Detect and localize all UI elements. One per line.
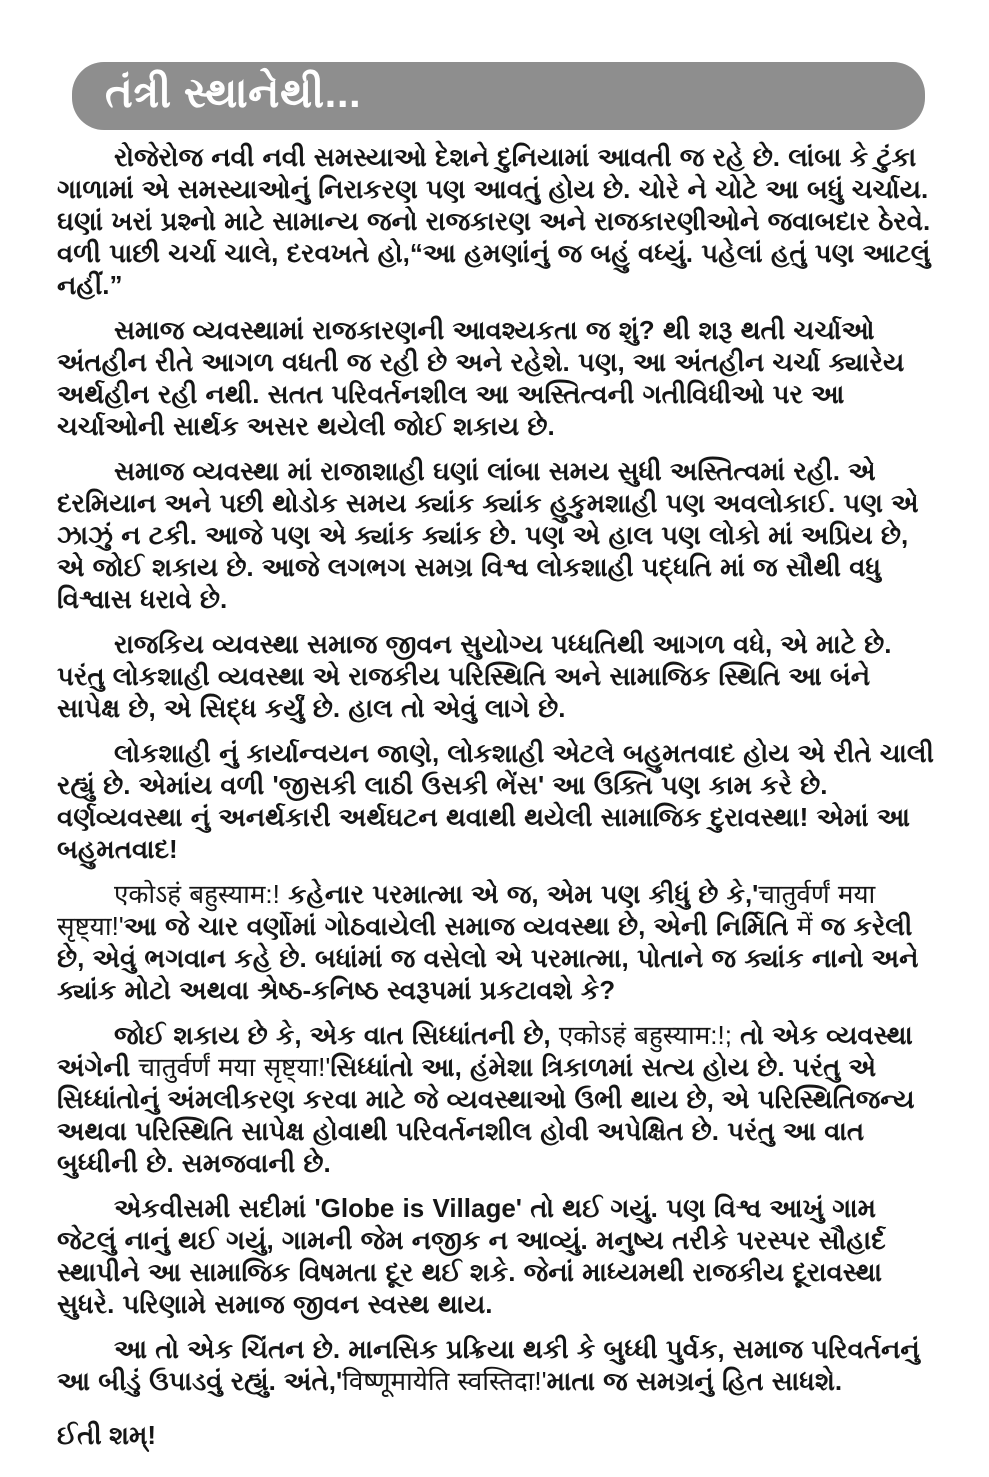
closing-line: ઈતી શમ્! bbox=[57, 1420, 157, 1450]
paragraph-3-text: સમાજ વ્યવસ્થા માં રાજાશાહી ઘણાં લાંબા સમય સુધી અસ્તિત્વમાં રહી. એ દરમિયાન અને પછી થોડોક સમય ક્યાંક ક્યાંક હુકુમશાહી પણ અવલોકાઈ. પણ એ ઝાઝું ન ટકી. આજે પણ એ ક્યાંક ક્યાંક છે. પણ એ હાલ પણ લોકો માં અપ્રિય છે, એ જોઈ શકાય છે. આજે લગભગ સમગ્ર વિશ્વ લોકશાહી પદ્ધતિ માં જ સૌથી વધુ વિશ્વાસ ધરાવે છે. bbox=[57, 456, 919, 614]
paragraph-8-text: એકવીસમી સદીમાં 'Globe is Village' તો થઈ ગયું. પણ વિશ્વ આખું ગામ જેટલું નાનું થઈ ગયું, ગામની જેમ નજીક ન આવ્યું. મનુષ્ય તરીકે પરસ્પર સૌહાર્દ સ્થાપીને આ સામાજિક વિષમતા દૂર થઈ શકે. જેનાં માધ્યમથી રાજકીય દૂરાવસ્થા સુધરે. પરિણામે સમાજ જીવન સ્વસ્થ થાય. bbox=[57, 1193, 886, 1319]
paragraph-2 bbox=[57, 314, 935, 442]
sanskrit-quote: विष्णूमायेति स्वस्तिदा!' bbox=[342, 1366, 547, 1396]
paragraph-4-text: રાજકિય વ્યવસ્થા સમાજ જીવન સુયોગ્ય પધ્ધતિથી આગળ વધે, એ માટે છે. પરંતુ લોકશાહી વ્યવસ્થા એ રાજકીય પરિસ્થિતિ અને સામાજિક સ્થિતિ આ બંને સાપેક્ષ છે, એ સિદ્ધ કર્યું છે. હાલ તો એવું લાગે છે. bbox=[57, 629, 892, 723]
sanskrit-quote: चातुर्वर्णं मया सृष्ट्या!' bbox=[57, 879, 876, 941]
paragraph-9-text: માતા જ સમગ્રનું હિત સાધશે. bbox=[546, 1366, 843, 1396]
sanskrit-quote: एकोऽहं बहुस्याम:!; bbox=[558, 1020, 741, 1050]
sanskrit-word: में bbox=[796, 911, 813, 941]
paragraph-1-text: રોજેરોજ નવી નવી સમસ્યાઓ દેશને દુનિયામાં આવતી જ રહે છે. લાંબા કે ટુંકા ગાળામાં એ સમસ્યાઓનું નિરાકરણ પણ આવતું હોય છે. ચોરે ને ચોટે આ બધું ચર્ચાય. ઘણાં ખરાં પ્રશ્નો માટે સામાન્ય જનો રાજકારણ અને રાજકારણીઓને જવાબદાર ઠેરવે. વળી પાછી ચર્ચા ચાલે, દરવખતે હો,“આ હમણાંનું જ બહું વધ્યું. પહેલાં હતું પણ આટલું નહીં.” bbox=[57, 142, 931, 300]
paragraph-9 bbox=[57, 1333, 935, 1397]
paragraph-4 bbox=[57, 628, 935, 724]
paragraph-5 bbox=[57, 737, 935, 865]
paragraph-1 bbox=[57, 141, 935, 301]
page-title: તંત્રી સ્થાનેથી... bbox=[105, 69, 362, 116]
paragraph-2-text: સમાજ વ્યવસ્થામાં રાજકારણની આવશ્યકતા જ શું? થી શરૂ થતી ચર્ચાઓ અંતહીન રીતે આગળ વધતી જ રહી છે અને રહેશે. પણ, આ અંતહીન ચર્ચા ક્યારેય અર્થહીન રહી નથી. સતત પરિવર્તનશીલ આ અસ્તિત્વની ગતીવિધીઓ પર આ ચર્ચાઓની સાર્થક અસર થયેલી જોઈ શકાય છે. bbox=[57, 315, 905, 441]
paragraph-5-text: લોકશાહી નું કાર્યાન્વયન જાણે, લોકશાહી એટલે બહુમતવાદ હોય એ રીતે ચાલી રહ્યું છે. એમાંય વળી 'જીસકી લાઠી ઉસકી ભેંસ' આ ઉક્તિ પણ કામ કરે છે. વર્ણવ્યવસ્થા નું અનર્થકારી અર્થઘટન થવાથી થયેલી સામાજિક દુરાવસ્થા! એમાં આ બહુમતવાદ! bbox=[57, 738, 934, 864]
paragraph-6-text: આ જે ચાર વર્ણોમાં ગોઠવાયેલી સમાજ વ્યવસ્થા છે, એની નિર્મિતિ bbox=[123, 911, 797, 941]
page-title-banner bbox=[72, 62, 925, 130]
sanskrit-quote: एकोऽहं बहुस्याम:! bbox=[114, 879, 289, 909]
paragraph-9-text: આ તો એક ચિંતન છે. માનસિક પ્રક્રિયા થકી કે બુધ્ધી પુર્વક, સમાજ પરિવર્તનનું આ બીડું ઉપાડવું રહ્યું. અંતે,' bbox=[57, 1334, 920, 1396]
paragraph-6-text: જ કરેલી છે, એવું ભગવાન કહે છે. બધાંમાં જ વસેલો એ પરમાત્મા, પોતાને જ ક્યાંક નાનો અને ક્યાંક મોટો અથવા શ્રેષ્ઠ-કનિષ્ઠ સ્વરૂપમાં પ્રકટાવશે કે? bbox=[57, 911, 919, 1005]
paragraph-6 bbox=[57, 878, 935, 1006]
paragraph-3 bbox=[57, 455, 935, 615]
paragraph-7 bbox=[57, 1019, 935, 1179]
paragraph-7-text: તો એક વ્યવસ્થા અંગેની bbox=[57, 1020, 913, 1082]
paragraph-7-text: જોઈ શકાય છે કે, એક વાત સિધ્ધાંતની છે, bbox=[114, 1020, 559, 1050]
article-body bbox=[57, 141, 935, 1477]
paragraph-6-text: કહેનાર પરમાત્મા એ જ, એમ પણ કીધું છે કે,' bbox=[288, 879, 759, 909]
sanskrit-quote: चातुर्वर्णं मया सृष्ट्या!' bbox=[138, 1052, 331, 1082]
paragraph-7-text: સિધ્ધાંતો આ, હંમેશા ત્રિકાળમાં સત્ય હોય છે. પરંતુ એ સિધ્ધાંતોનું અંમલીકરણ કરવા માટે જે વ્યવસ્થાઓ ઉભી થાય છે, એ પરિસ્થિતિજન્ય અથવા પરિસ્થિતિ સાપેક્ષ હોવાથી પરિવર્તનશીલ હોવી અપેક્ષિત છે. પરંતુ આ વાત બુધ્ધીની છે. સમજવાની છે. bbox=[57, 1052, 915, 1178]
paragraph-8 bbox=[57, 1192, 935, 1320]
